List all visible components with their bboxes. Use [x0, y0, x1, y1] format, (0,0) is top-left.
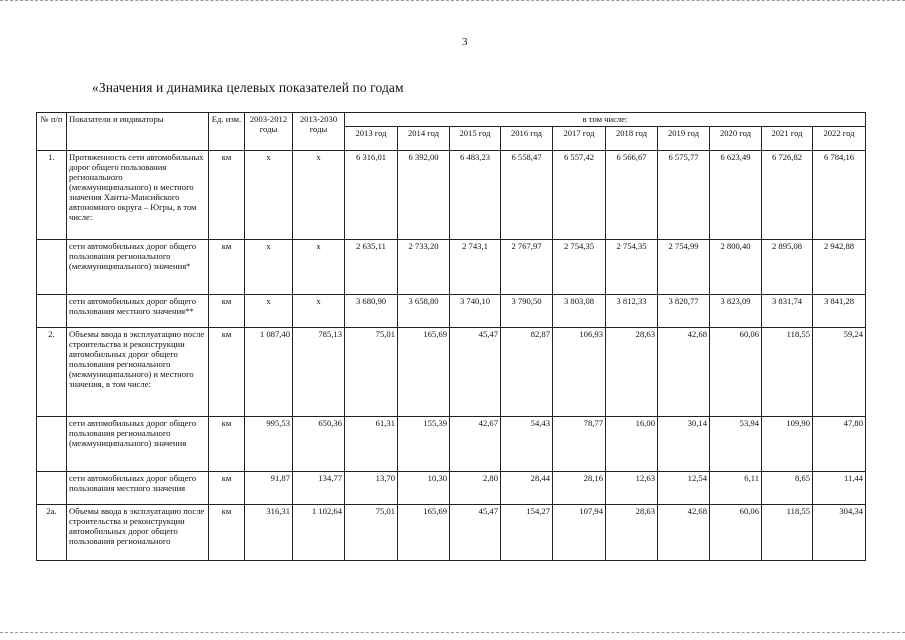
header-year: 2018 год [606, 127, 658, 151]
row-value: 2 743,1 [450, 240, 501, 295]
row-value: 6 623,49 [710, 151, 762, 240]
page-top-edge [0, 0, 905, 3]
row-value: 75,01 [345, 505, 398, 561]
row-value: 3 803,08 [553, 295, 606, 328]
table-row [37, 295, 866, 328]
row-period-2: 134,77 [293, 472, 345, 505]
row-period-2: 785,13 [293, 328, 345, 417]
row-period-2: 650,36 [293, 417, 345, 472]
row-value: 3 680,90 [345, 295, 398, 328]
row-value: 8,65 [762, 472, 813, 505]
page-number: 3 [462, 36, 468, 48]
row-value: 2 754,99 [658, 240, 710, 295]
indicators-table [36, 112, 866, 561]
row-value: 6 557,42 [553, 151, 606, 240]
row-value: 6 483,23 [450, 151, 501, 240]
row-value: 304,34 [813, 505, 866, 561]
row-value: 12,54 [658, 472, 710, 505]
row-period-2: 1 102,64 [293, 505, 345, 561]
header-year: 2014 год [398, 127, 450, 151]
header-year: 2015 год [450, 127, 501, 151]
row-value: 3 812,33 [606, 295, 658, 328]
row-value: 6 784,16 [813, 151, 866, 240]
row-value: 28,44 [501, 472, 553, 505]
row-num: 1. [37, 151, 67, 240]
table-row [37, 417, 866, 472]
row-value: 2 754,35 [606, 240, 658, 295]
row-value: 2 800,40 [710, 240, 762, 295]
row-num: 2. [37, 328, 67, 417]
document-title: «Значения и динамика целевых показателей по годам [92, 80, 404, 95]
row-name: сети автомобильных дорог общего пользования местного значения** [67, 295, 209, 328]
row-value: 2 767,97 [501, 240, 553, 295]
row-value: 6 316,01 [345, 151, 398, 240]
row-period-1: 316,31 [245, 505, 293, 561]
row-unit: км [209, 417, 245, 472]
row-value: 47,80 [813, 417, 866, 472]
row-name: сети автомобильных дорог общего пользования регионального (межмуниципального) значения [67, 417, 209, 472]
row-value: 12,63 [606, 472, 658, 505]
row-value: 6 566,67 [606, 151, 658, 240]
header-year: 2020 год [710, 127, 762, 151]
row-value: 2 754,35 [553, 240, 606, 295]
header-period-1: 2003-2012 годы [245, 113, 293, 151]
row-value: 118,55 [762, 328, 813, 417]
row-value: 3 820,77 [658, 295, 710, 328]
row-value: 11,44 [813, 472, 866, 505]
row-value: 75,01 [345, 328, 398, 417]
row-value: 6 726,82 [762, 151, 813, 240]
row-value: 2,80 [450, 472, 501, 505]
row-period-1: x [245, 295, 293, 328]
row-value: 61,31 [345, 417, 398, 472]
row-value: 60,06 [710, 505, 762, 561]
row-unit: км [209, 240, 245, 295]
row-period-2: x [293, 240, 345, 295]
table-row [37, 240, 866, 295]
row-value: 16,00 [606, 417, 658, 472]
row-value: 6 558,47 [501, 151, 553, 240]
row-value: 3 823,09 [710, 295, 762, 328]
header-period-2: 2013-2030 годы [293, 113, 345, 151]
page-bottom-edge [0, 632, 905, 635]
row-value: 3 831,74 [762, 295, 813, 328]
row-period-2: x [293, 295, 345, 328]
header-year: 2022 год [813, 127, 866, 151]
header-year: 2017 год [553, 127, 606, 151]
row-unit: км [209, 505, 245, 561]
row-value: 30,14 [658, 417, 710, 472]
row-unit: км [209, 295, 245, 328]
row-value: 3 841,28 [813, 295, 866, 328]
row-value: 6 392,00 [398, 151, 450, 240]
row-value: 107,94 [553, 505, 606, 561]
header-year: 2019 год [658, 127, 710, 151]
row-value: 118,55 [762, 505, 813, 561]
row-value: 59,24 [813, 328, 866, 417]
row-value: 2 635,11 [345, 240, 398, 295]
row-value: 3 790,50 [501, 295, 553, 328]
row-value: 28,16 [553, 472, 606, 505]
row-value: 2 895,08 [762, 240, 813, 295]
row-value: 13,70 [345, 472, 398, 505]
row-name: сети автомобильных дорог общего пользования регионального (межмуниципального) значения* [67, 240, 209, 295]
row-period-1: 91,87 [245, 472, 293, 505]
row-name: Объемы ввода в эксплуатацию после строительства и реконструкции автомобильных дорог общего пользования регионального [67, 505, 209, 561]
row-period-1: 995,53 [245, 417, 293, 472]
row-value: 6 575,77 [658, 151, 710, 240]
row-num [37, 240, 67, 295]
table-row [37, 151, 866, 240]
header-group: в том числе: [345, 113, 866, 127]
row-value: 106,93 [553, 328, 606, 417]
header-unit: Ед. изм. [209, 113, 245, 151]
row-value: 2 942,88 [813, 240, 866, 295]
row-period-1: 1 087,40 [245, 328, 293, 417]
row-name: сети автомобильных дорог общего пользования местного значения [67, 472, 209, 505]
row-value: 155,39 [398, 417, 450, 472]
header-year: 2013 год [345, 127, 398, 151]
row-period-2: x [293, 151, 345, 240]
row-value: 42,68 [658, 505, 710, 561]
header-num: № п/п [37, 113, 67, 151]
header-year: 2021 год [762, 127, 813, 151]
row-value: 82,87 [501, 328, 553, 417]
row-value: 3 658,80 [398, 295, 450, 328]
row-value: 60,06 [710, 328, 762, 417]
table-row [37, 505, 866, 561]
table-row [37, 328, 866, 417]
row-value: 6,11 [710, 472, 762, 505]
row-value: 10,30 [398, 472, 450, 505]
row-unit: км [209, 328, 245, 417]
row-unit: км [209, 151, 245, 240]
row-value: 45,47 [450, 328, 501, 417]
row-value: 28,63 [606, 328, 658, 417]
row-value: 109,90 [762, 417, 813, 472]
row-value: 165,69 [398, 505, 450, 561]
row-value: 45,47 [450, 505, 501, 561]
row-num [37, 472, 67, 505]
table-row [37, 472, 866, 505]
row-num [37, 417, 67, 472]
row-value: 53,94 [710, 417, 762, 472]
row-value: 42,68 [658, 328, 710, 417]
row-period-1: x [245, 240, 293, 295]
row-value: 42,67 [450, 417, 501, 472]
header-year: 2016 год [501, 127, 553, 151]
row-value: 165,69 [398, 328, 450, 417]
row-value: 54,43 [501, 417, 553, 472]
header-name: Показатели и индикаторы [67, 113, 209, 151]
row-value: 3 740,10 [450, 295, 501, 328]
row-name: Объемы ввода в эксплуатацию после строительства и реконструкции автомобильных дорог общего пользования регионального (межмуниципального) и местного значения, в том числе: [67, 328, 209, 417]
row-period-1: x [245, 151, 293, 240]
row-value: 154,27 [501, 505, 553, 561]
row-value: 78,77 [553, 417, 606, 472]
row-num: 2а. [37, 505, 67, 561]
row-value: 28,63 [606, 505, 658, 561]
row-num [37, 295, 67, 328]
row-unit: км [209, 472, 245, 505]
row-value: 2 733,20 [398, 240, 450, 295]
row-name: Протяженность сети автомобильных дорог общего пользования регионального (межмуниципального) и местного значения Ханты-Мансийского автономного округа – Югры, в том числе: [67, 151, 209, 240]
